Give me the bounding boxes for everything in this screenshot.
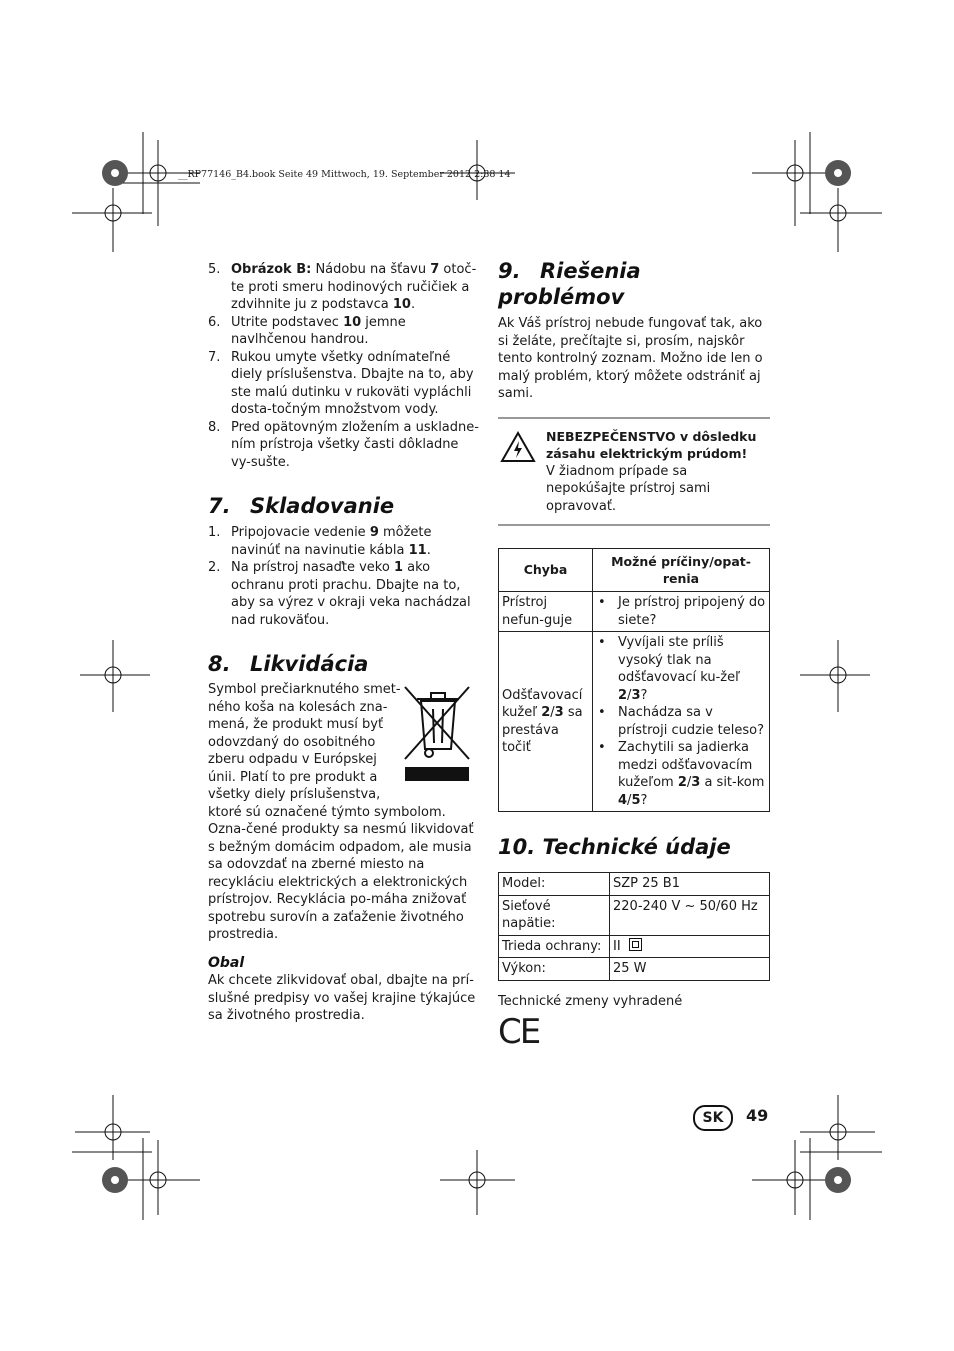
spec-value: 220-240 V ~ 50/60 Hz xyxy=(610,895,770,935)
obal-text: Ak chcete zlikvidovať obal, dbajte na prí-slušné predpisy vo vašej krajine týkajúce sa životného prostredia. xyxy=(208,973,476,1023)
disposal-block xyxy=(208,681,480,944)
storage-steps xyxy=(208,524,480,629)
table-cell: • Vyvíjali ste príliš vysoký tlak na odšťavovací ku-žeľ 2/3? • Nachádza sa v prístroji cudzie teleso? • Zachytili sa jadierka medzi odšťavovacím kužeľom 2/3 a sit-kom 4/5? xyxy=(593,632,770,812)
table-header: Chyba xyxy=(499,549,593,592)
disposal-line: Symbol prečiarknutého smet- xyxy=(208,682,401,697)
list-item: 6. Utrite podstavec 10 jemne navlhčenou handrou. xyxy=(208,314,406,347)
warning-box xyxy=(498,417,770,527)
ce-mark-icon: CE xyxy=(498,1012,540,1052)
spec-table xyxy=(498,872,770,981)
table-row xyxy=(499,632,770,812)
electric-warning-icon xyxy=(500,431,536,463)
table-row xyxy=(499,549,770,592)
list-item: 7. Rukou umyte všetky odnímateľné diely príslušenstva. Dbajte na to, aby ste malú dutinku v rukoväti vypláchli dosta-točným množstvom vody. xyxy=(208,349,474,417)
cleaning-steps xyxy=(208,261,480,471)
spec-label: Model: xyxy=(499,873,610,896)
left-column xyxy=(208,261,480,1025)
section-title-likvidacia: 8. Likvidácia xyxy=(208,652,369,676)
obal-title: Obal xyxy=(208,954,245,971)
table-row xyxy=(499,895,770,935)
spec-label: Výkon: xyxy=(499,958,610,981)
crossed-bin-icon xyxy=(403,683,473,785)
protection-class-icon xyxy=(629,938,642,951)
warning-title: NEBEZPEČENSTVO v dôsledku zásahu elektrickým prúdom! xyxy=(546,428,757,461)
disposal-line: mená, že produkt musí byť xyxy=(208,717,384,732)
table-cell: Prístroj nefun-guje xyxy=(499,592,593,632)
print-header: __RP77146_B4.book Seite 49 Mittwoch, 19. September 2012 2:38 14 xyxy=(178,169,511,180)
disposal-line: ného koša na kolesách zna- xyxy=(208,699,388,715)
troubleshoot-table xyxy=(498,548,770,812)
right-column xyxy=(498,258,770,1050)
spec-label: Sieťové napätie: xyxy=(499,895,610,935)
troubleshoot-intro: Ak Váš prístroj nebude fungovať tak, ako si želáte, prečítajte si, prosím, najskôr tento kontrolný zoznam. Možno ide len o malý problém, ktorý môžete odstrániť aj sami. xyxy=(498,316,763,401)
table-row xyxy=(499,935,770,958)
table-row xyxy=(499,958,770,981)
changes-note: Technické zmeny vyhradené xyxy=(498,993,683,1009)
section-title-technicke-udaje: 10. Technické údaje xyxy=(498,835,731,859)
page-number: 49 xyxy=(746,1106,769,1125)
table-cell: Odšťavovací kužeľ 2/3 sa prestáva točiť xyxy=(499,632,593,812)
disposal-line: únii. Platí to pre produkt a xyxy=(208,769,378,785)
table-header: Možné príčiny/opat-renia xyxy=(593,549,770,592)
disposal-line: odovzdaný do osobitného xyxy=(208,734,376,750)
warning-text: V žiadnom prípade sa nepokúšajte prístroj sami opravovať. xyxy=(546,463,711,514)
language-badge: SK xyxy=(693,1105,733,1131)
table-row xyxy=(499,873,770,896)
spec-label: Trieda ochrany: xyxy=(499,935,610,958)
section-title-skladovanie: 7. Skladovanie xyxy=(208,494,395,518)
disposal-line: zberu odpadu v Európskej xyxy=(208,752,377,767)
spec-value: SZP 25 B1 xyxy=(610,873,770,896)
table-cell: • Je prístroj pripojený do siete? xyxy=(593,592,770,632)
list-item: 1. Pripojovacie vedenie 9 môžete navinúť na navinutie kábla 11. xyxy=(208,525,432,558)
spec-value: II xyxy=(610,935,770,958)
spec-value: 25 W xyxy=(610,958,770,981)
section-title-riesenia: 9. Riešenia problémov xyxy=(498,259,641,309)
list-item: 2. Na prístroj nasaďte veko 1 ako ochranu proti prachu. Dbajte na to, aby sa výrez v okraji veka nachádzal nad rukoväťou. xyxy=(208,560,471,628)
disposal-line: všetky diely príslušenstva, xyxy=(208,787,381,802)
disposal-text: ktoré sú označené týmto symbolom. Ozna-čené produkty sa nesmú likvidovať s bežným domácim odpadom, ale musia sa odovzdať na zberné miesto na recykláciu elektrických a elektronických prístrojov. Recyklácia po-máha znižovať spotrebu surovín a zaťaženie životného prostredia. xyxy=(208,804,474,942)
table-row xyxy=(499,592,770,632)
list-item: 8. Pred opätovným zložením a uskladne-ním prístroja všetky časti dôkladne vy-sušte. xyxy=(208,419,479,470)
list-item: 5. Obrázok B: Nádobu na šťavu 7 otoč-te proti smeru hodinových ručičiek a zdvihnite ju z podstavca 10. xyxy=(208,262,477,312)
